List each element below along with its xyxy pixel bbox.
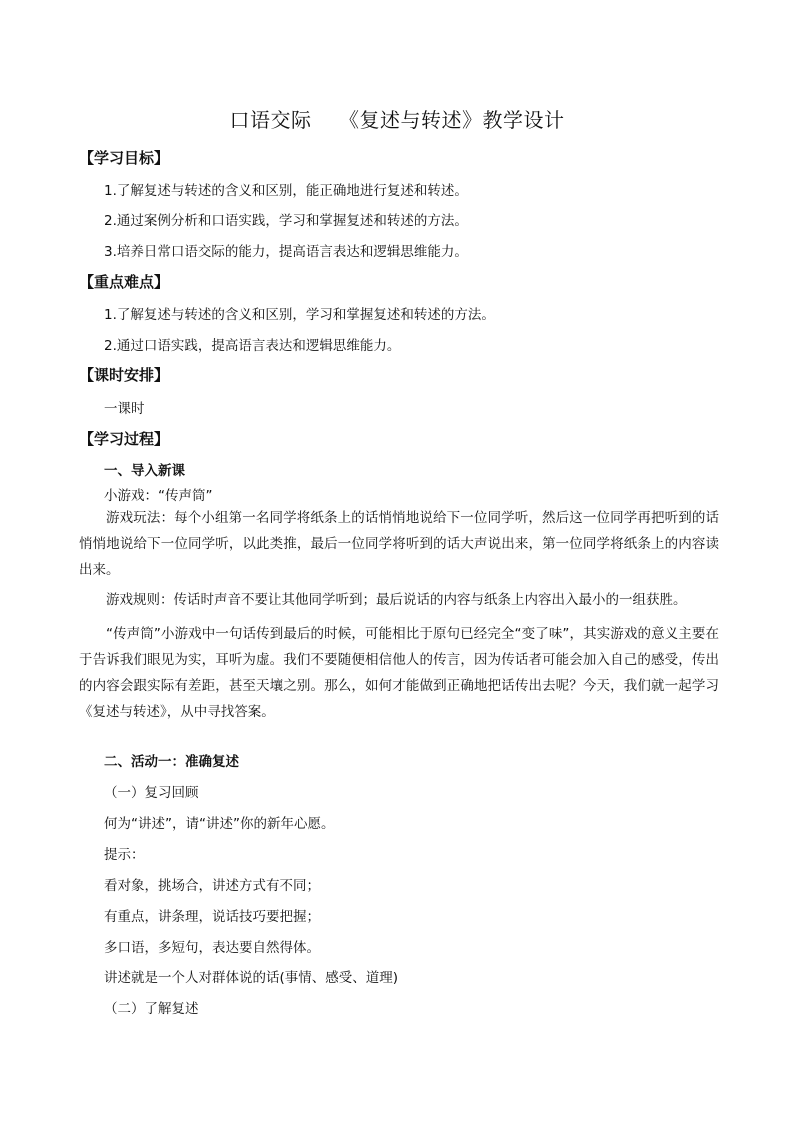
game-name: 小游戏：“传声筒” <box>104 488 213 504</box>
document-title: 口语交际 《复述与转述》教学设计 <box>229 108 565 132</box>
heading-learning-goals: 【学习目标】 <box>79 149 170 167</box>
hint-line-3: 多口语，多短句，表达要自然得体。 <box>104 940 320 956</box>
part1-heading: 一、导入新课 <box>104 463 185 479</box>
game-rules-paragraph: 游戏规则：传话时声音不要让其他同学听到；最后说话的内容与纸条上内容出入最小的一组获胜。 <box>106 592 687 608</box>
schedule-text: 一课时 <box>104 401 145 417</box>
key-point-item-2: 2.通过口语实践，提高语言表达和逻辑思维能力。 <box>104 338 401 354</box>
question-line: 何为“讲述”，请“讲述”你的新年心愿。 <box>104 816 335 832</box>
definition-line: 讲述就是一个人对群体说的话(事情、感受、道理) <box>104 970 399 986</box>
key-point-item-1: 1.了解复述与转述的含义和区别，学习和掌握复述和转述的方法。 <box>104 307 495 323</box>
part2-heading: 二、活动一：准确复述 <box>104 754 239 770</box>
game-play-paragraph: 游戏玩法：每个小组第一名同学将纸条上的话悄悄地说给下一位同学听，然后这一位同学再把听到的话悄悄地说给下一位同学听，以此类推，最后一位同学将听到的话大声说出来，第一位同学将纸条上的内容读出来。 <box>79 510 719 578</box>
goal-item-3: 3.培养日常口语交际的能力，提高语言表达和逻辑思维能力。 <box>104 244 468 260</box>
sub-heading-review: （一）复习回顾 <box>104 785 199 801</box>
heading-schedule: 【课时安排】 <box>79 366 170 384</box>
goal-item-2: 2.通过案例分析和口语实践，学习和掌握复述和转述的方法。 <box>104 213 468 229</box>
heading-key-points: 【重点难点】 <box>79 273 170 291</box>
heading-learning-process: 【学习过程】 <box>79 430 170 448</box>
hint-label: 提示： <box>104 847 145 863</box>
sub-heading-understand-retelling: （二）了解复述 <box>104 1001 199 1017</box>
hint-line-1: 看对象，挑场合，讲述方式有不同； <box>104 878 320 894</box>
hint-line-2: 有重点，讲条理，说话技巧要把握； <box>104 909 320 925</box>
intro-paragraph: “传声筒”小游戏中一句话传到最后的时候，可能相比于原句已经完全“变了味”，其实游戏的意义主要在于告诉我们眼见为实，耳听为虚。我们不要随便相信他人的传言，因为传话者可能会加入自己的感受，传出的内容会跟实际有差距，甚至天壤之别。那么，如何才能做到正确地把话传出去呢？今天，我们就一起学习《复述与转述》，从中寻找答案。 <box>79 626 719 720</box>
goal-item-1: 1.了解复述与转述的含义和区别，能正确地进行复述和转述。 <box>104 183 468 199</box>
